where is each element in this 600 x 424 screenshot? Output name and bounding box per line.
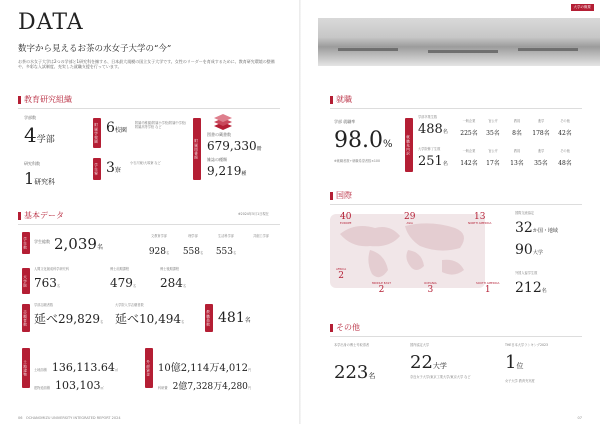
job-cell: 17名 bbox=[486, 160, 500, 167]
ranking-label: THE日本大学ランキング2023 bbox=[505, 343, 549, 347]
library-tag: 附属図書館 bbox=[193, 118, 201, 180]
intro-text: お茶の水女子大学は2つの学部と1研究科を擁する、日本最大規模の国立女子大学です。女性のリーダーを育成するために、教育研究環境の整備や、多彩な入試制度、充実した就職支援を行っています。 bbox=[18, 59, 275, 69]
data-subtitle: 数字から見えるお茶の水女子大学の“今” bbox=[18, 44, 172, 54]
job-col: 一般企業 bbox=[462, 119, 476, 123]
edu-heading: 教育研究組織 bbox=[18, 94, 72, 105]
other-heading: その他 bbox=[330, 322, 360, 333]
doctorate-label: 本学出身の博士号取得者 bbox=[334, 343, 370, 347]
applicants-undergrad: 学部志願者数 延べ29,829名 bbox=[34, 303, 104, 326]
job-tag: 就職先内訳 bbox=[405, 118, 413, 172]
students-total: 2,039名 bbox=[54, 235, 103, 253]
books-label: 図書の蔵書数 bbox=[207, 132, 231, 137]
sub-item-2: 生活科学部 553名 bbox=[215, 234, 237, 257]
job-heading: 就職 bbox=[330, 94, 352, 105]
pin-middle-east: MIDDLE EAST 2 bbox=[372, 281, 391, 295]
domestic-univ-label: 国内協定大学 bbox=[410, 343, 430, 347]
staff-count: 481名 bbox=[218, 310, 251, 326]
land-tag: 土地建物 bbox=[22, 348, 30, 388]
job-col: 官公庁 bbox=[488, 149, 498, 153]
pin-europe: 40 EUROPE bbox=[340, 212, 352, 225]
job-cell: 48名 bbox=[558, 160, 572, 167]
job-col: その他 bbox=[560, 149, 570, 153]
faculty-label: 学部数 bbox=[24, 115, 36, 120]
job-rate: 98.0% bbox=[334, 128, 393, 153]
faculty-count: 4学部 bbox=[24, 123, 55, 147]
job-cell: 42名 bbox=[558, 130, 572, 137]
campus-tag: 附属学校園 bbox=[93, 118, 101, 148]
world-map bbox=[330, 214, 485, 288]
journals-label: 雑誌の種類 bbox=[207, 157, 227, 162]
students-label: 学生総数 bbox=[34, 239, 50, 244]
job-rate-label: 学部 就職率 bbox=[334, 119, 356, 124]
job-cell: 8名 bbox=[512, 130, 522, 137]
campus-note: 附属幼稚園/附属小学校/附属中学校/附属高等学校 など bbox=[135, 121, 187, 129]
grad-school-count: 1研究科 bbox=[24, 169, 56, 188]
applicants-grad: 大学院入学志願者数 延べ10,494名 bbox=[115, 303, 185, 326]
grad-school-label: 研究科数 bbox=[24, 161, 40, 166]
job-col: 教員 bbox=[513, 149, 521, 153]
job-col: その他 bbox=[560, 119, 570, 123]
doctorate-count: 223名 bbox=[334, 362, 376, 383]
ranking-value: 1位 bbox=[505, 352, 524, 373]
job-cell: 142名 bbox=[460, 160, 478, 167]
grad-label: 大学院修了生数 bbox=[418, 147, 441, 151]
job-cell: 178名 bbox=[532, 130, 550, 137]
students-tag: 学生数 bbox=[22, 232, 30, 254]
ranking-note: 女子大学 教育充実度 bbox=[505, 379, 535, 383]
basic-heading: 基本データ bbox=[18, 210, 64, 221]
partner-label: 国際交流協定 bbox=[515, 211, 535, 215]
job-col: 進学 bbox=[537, 119, 545, 123]
job-cell: 225名 bbox=[460, 130, 478, 137]
sub-item-0: 文教育学部 928名 bbox=[148, 234, 170, 257]
partner-count: 32か国・地域 bbox=[515, 220, 558, 236]
footer-right: 07 bbox=[577, 416, 582, 420]
divider bbox=[330, 204, 582, 205]
grad-item-0: 人間文化創成科学研究科 763名 bbox=[34, 267, 70, 290]
domestic-univ-note: 奈良女子大学/東京工業大学/東京大学 など bbox=[410, 375, 471, 379]
undergrad-label: 学部卒業生数 bbox=[418, 115, 438, 119]
intl-heading: 国際 bbox=[330, 190, 352, 201]
partner-univ-count: 90大学 bbox=[515, 242, 543, 258]
books-icon bbox=[212, 112, 234, 130]
divider bbox=[18, 224, 280, 225]
kaken: 科研費 2億7,328万4,280円 bbox=[158, 382, 252, 392]
job-col: 進学 bbox=[537, 149, 545, 153]
undergrad-count: 488名 bbox=[418, 122, 448, 137]
dorm-tag: 学生寮 bbox=[93, 158, 101, 180]
pin-oceania: OCEANIA 3 bbox=[424, 281, 437, 295]
divider bbox=[18, 108, 280, 109]
grad-item-1: 博士前期課程 479名 bbox=[110, 267, 137, 290]
job-rate-note: ※就職者数÷就職希望者数×100 bbox=[334, 159, 380, 163]
job-cell: 13名 bbox=[510, 160, 524, 167]
page-gutter bbox=[299, 0, 301, 424]
journals-count: 9,219種 bbox=[207, 164, 247, 178]
pin-africa: AFRICA 2 bbox=[336, 267, 347, 281]
sub-item-1: 理学部 558名 bbox=[182, 234, 204, 257]
classroom-photo bbox=[318, 18, 600, 66]
divider bbox=[330, 336, 582, 337]
dorm-note: 小石川寮/大塚寮 など bbox=[130, 161, 161, 165]
pin-asia: 29 ASIA bbox=[404, 212, 416, 225]
sub-item-3: 共創工学部 bbox=[253, 234, 269, 238]
intl-student-count: 212名 bbox=[515, 280, 547, 296]
grad-item-2: 博士後期課程 284名 bbox=[160, 267, 187, 290]
corner-badge: 大学の概要 bbox=[571, 4, 595, 11]
intl-student-label: 外国人留学生数 bbox=[515, 271, 538, 275]
job-col: 教員 bbox=[513, 119, 521, 123]
pin-north-america: 13 NORTH AMERICA bbox=[468, 212, 492, 225]
job-cell: 35名 bbox=[534, 160, 548, 167]
data-title: DATA bbox=[18, 10, 84, 35]
campus-count: 6校園 bbox=[106, 120, 127, 136]
land-area: 土地面積 136,113.64㎡ bbox=[34, 361, 119, 374]
building-area: 建物延面積 103,103㎡ bbox=[34, 379, 104, 392]
grad-count: 251名 bbox=[418, 154, 448, 169]
job-cell: 35名 bbox=[486, 130, 500, 137]
job-col: 官公庁 bbox=[488, 119, 498, 123]
domestic-univ-count: 22大学 bbox=[410, 352, 447, 373]
books-count: 679,330冊 bbox=[207, 139, 262, 153]
dorm-count: 3寮 bbox=[106, 160, 121, 176]
basic-note: ※2024年5月1日現在 bbox=[238, 212, 269, 216]
staff-tag: 教職員数 bbox=[205, 304, 213, 332]
budget-tag: 外部資金 bbox=[145, 348, 153, 388]
applicants-tag: 志願者数 bbox=[22, 304, 30, 332]
divider bbox=[330, 108, 582, 109]
budget-total: 10億2,114万4,012円 bbox=[158, 363, 252, 374]
pin-south-america: SOUTH AMERICA 1 bbox=[476, 281, 500, 295]
grad-tag: 大学院 bbox=[22, 268, 30, 294]
job-col: 一般企業 bbox=[462, 149, 476, 153]
footer-left: 06 OCHANOMIZU UNIVERSITY INTEGRATED REPORT 2024 bbox=[18, 416, 121, 420]
